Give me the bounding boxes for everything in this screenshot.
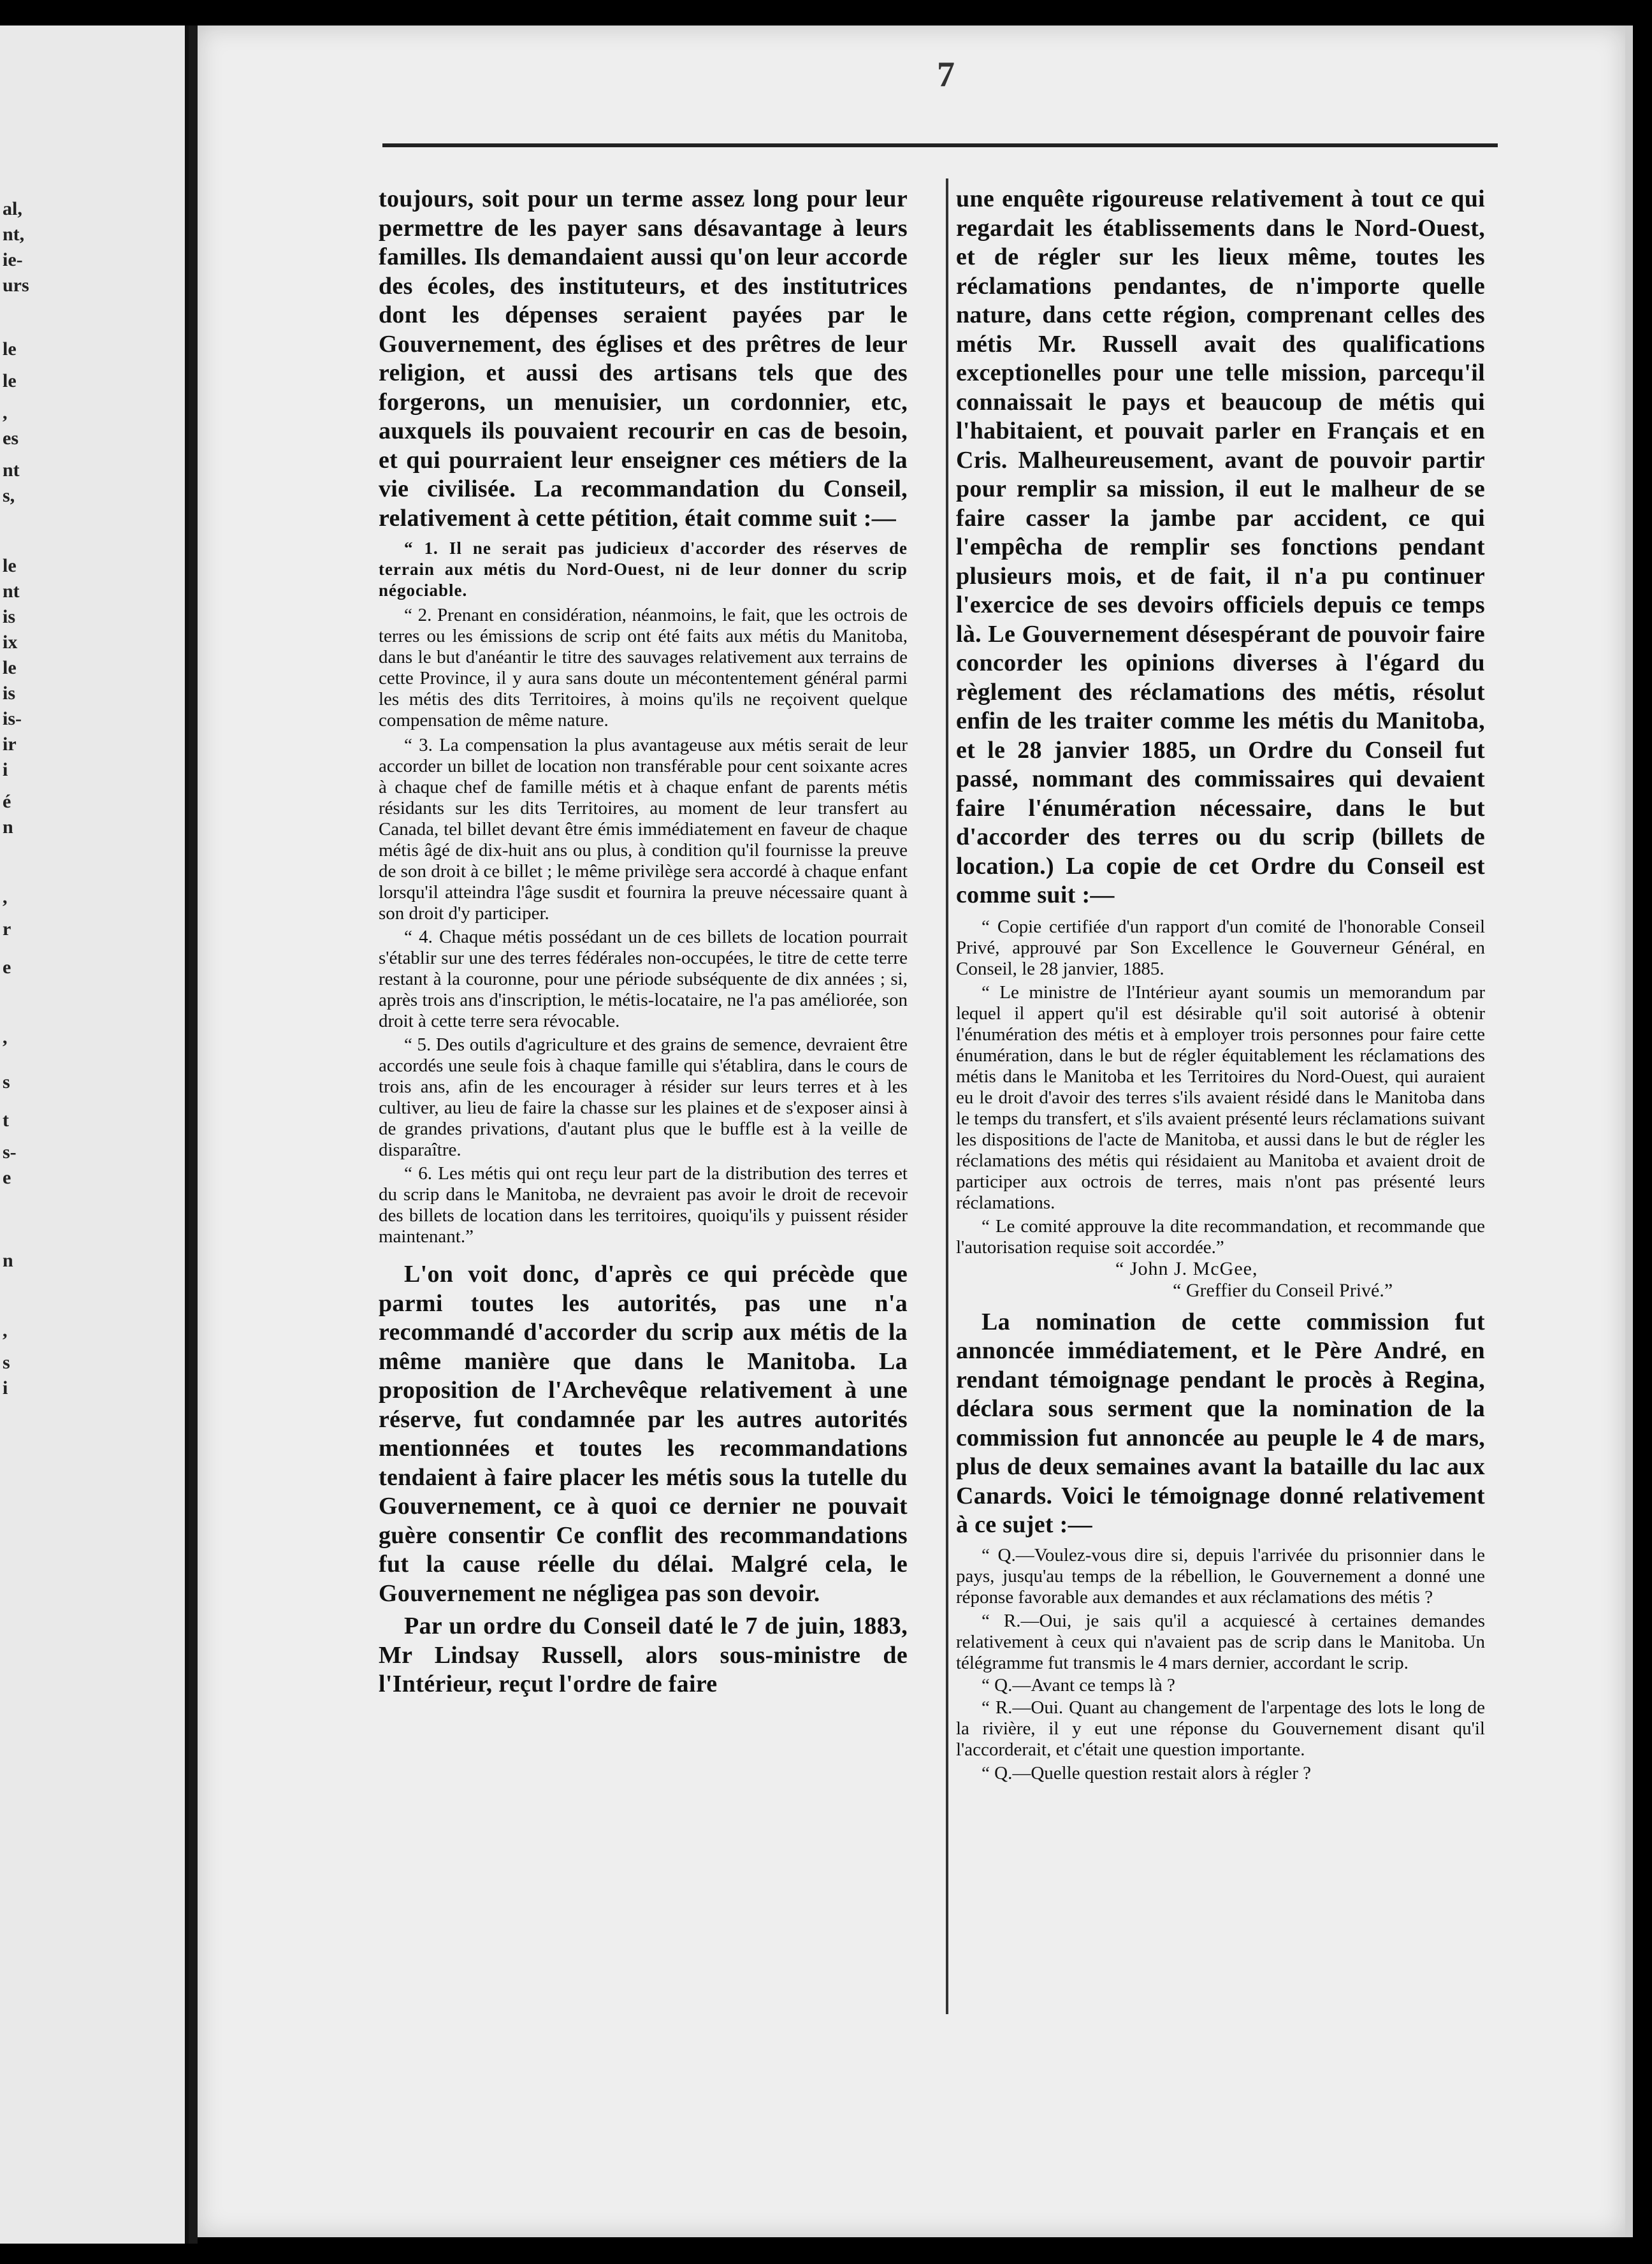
- recommendation-3: “ 3. La compensation la plus avantageuse aux métis serait de leur accorder un billet de location non transférable pour cent soixante acres à chaque chef de famille métis et à chaque enfant de parents métis résidants sur les dits Territoires, au moment de leur transfert au Canada, tel billet devant être émis immédiatement en faveur de chaque métis âgé de dix-huit ans ou plus, à condition qu'il fournisse la preuve de son droit à ce billet ; le même privilège sera accordé à chaque enfant lorsqu'il atteindra l'âge susdit et fournira la preuve nécessaire quant à son droit d'y participer.: [379, 735, 908, 924]
- adjacent-page-text: ,: [3, 402, 8, 423]
- adjacent-page-text: s,: [3, 485, 15, 506]
- adjacent-page-text: n: [3, 816, 13, 838]
- adjacent-page-text: is-: [3, 708, 22, 729]
- film-frame-top: [0, 0, 1652, 25]
- page-edge: [1625, 25, 1633, 2237]
- adjacent-page-text: le: [3, 555, 17, 576]
- adjacent-page-text: e: [3, 957, 11, 978]
- adjacent-page-text: i: [3, 759, 8, 780]
- testimony-r2: “ R.—Oui. Quant au changement de l'arpentage des lots le long de la rivière, il y eut une réponse du Gouvernement disant qu'il l'accorderait, et c'était une question importante.: [956, 1697, 1485, 1760]
- commission-paragraph: La nomination de cette commission fut annoncée immédiatement, et le Père André, en rendant témoignage pendant le procès à Regina, déclara sous serment que la nomination de la commission fut annoncée au peuple le 4 de mars, plus de deux semaines avant la bataille du lac aux Canards. Voici le témoignage donné relativement à ce sujet :—: [956, 1308, 1485, 1538]
- column-divider: [946, 178, 948, 2014]
- adjacent-page-text: é: [3, 791, 11, 812]
- adjacent-page-text: ie-: [3, 249, 23, 270]
- adjacent-page-text: t: [3, 1110, 9, 1131]
- signature-name: “ John J. McGee,: [1115, 1258, 1258, 1279]
- recommendation-2: “ 2. Prenant en considération, néanmoins, le fait, que les octrois de terres ou les émissions de scrip ont été faits aux métis du Manitoba, dans le but d'anéantir le titre des sauvages relativement aux terrains de cette Province, il y aura sans doute un mécontentement général parmi les métis des dits Territoires, à moins qu'ils ne reçoivent quelque compensation de même nature.: [379, 605, 908, 730]
- adjacent-page-text: is: [3, 683, 16, 704]
- adjacent-page-text: le: [3, 338, 17, 359]
- adjacent-page-text: al,: [3, 198, 22, 219]
- left-intro-paragraph: toujours, soit pour un terme assez long pour leur permettre de les payer sans désavantage à leurs familles. Ils demandaient aussi qu'on leur accorde des écoles, des instituteurs, et des institutrices dont les dépenses seraient payées par le Gouvernement, des églises et des prêtres de leur religion, et aussi des artisans tels que des forgerons, un menuisier, un cordonnier, etc, auxquels ils pouvaient recourir en cas de besoin, et qui pourraient leur enseigner ces métiers de la vie civilisée. La recommandation du Conseil, relativement à cette pétition, était comme suit :—: [379, 185, 908, 532]
- adjacent-page-text: le: [3, 370, 17, 391]
- order-approval: “ Le comité approuve la dite recommandation, et recommande que l'autorisation requise soit accordée.”: [956, 1215, 1485, 1258]
- adjacent-page-text: es: [3, 428, 18, 449]
- adjacent-page-text: n: [3, 1250, 13, 1271]
- testimony-q2: “ Q.—Avant ce temps là ?: [982, 1674, 1175, 1695]
- recommendation-6: “ 6. Les métis qui ont reçu leur part de la distribution des terres et du scrip dans le Manitoba, ne devraient pas avoir le droit de recevoir des billets de location dans les territoires, quoiqu'ils y puissent résider maintenant.”: [379, 1163, 908, 1247]
- adjacent-page-text: ir: [3, 734, 17, 755]
- adjacent-page-text: ,: [3, 1320, 8, 1341]
- adjacent-page-text: nt: [3, 581, 20, 602]
- signature-role: “ Greffier du Conseil Privé.”: [1173, 1279, 1393, 1301]
- testimony-r1: “ R.—Oui, je sais qu'il a acquiescé à certaines demandes relativement à ceux qui n'avaient pas de scrip dans le Manitoba. Un télégramme fut transmis le 4 mars dernier, accordant le scrip.: [956, 1610, 1485, 1673]
- left-conclusion-paragraph: L'on voit donc, d'après ce qui précède que parmi toutes les autorités, pas une n'a recommandé d'accorder du scrip aux métis de la même manière que dans le Manitoba. La proposition de l'Archevêque relativement à une réserve, fut condamnée par les autres autorités mentionnées et toutes les recommandations tendaient à faire placer les métis sous la tutelle du Gouvernement, ce à quoi ce dernier ne pouvait guère consentir Ce conflit des recommandations fut la cause réelle du délai. Malgré cela, le Gouvernement ne négligea pas son devoir.: [379, 1261, 908, 1607]
- adjacent-page-text: ix: [3, 632, 18, 653]
- adjacent-page-fragment: [0, 25, 189, 2244]
- adjacent-page-text: i: [3, 1377, 8, 1398]
- left-order-paragraph: Par un ordre du Conseil daté le 7 de juin, 1883, Mr Lindsay Russell, alors sous-ministre de l'Intérieur, reçut l'ordre de faire: [379, 1613, 908, 1697]
- testimony-q3: “ Q.—Quelle question restait alors à régler ?: [982, 1762, 1311, 1783]
- right-inquiry-paragraph: une enquête rigoureuse relativement à tout ce qui regardait les établissements dans le Nord-Ouest, et de régler sur les lieux même, toutes les réclamations pendantes, de n'importe quelle nature, dans cette région, comprenant celles des métis Mr. Russell avait des qualifications exceptionelles pour une telle mission, parcequ'il connaissait le pays et beaucoup de métis qui l'habitaient, et pouvait parler en Français et en Cris. Malheureusement, avant de pouvoir partir pour remplir sa mission, il eut le malheur de se faire casser la jambe par accident, ce qui l'empêcha de remplir ses fonctions pendant plusieurs mois, et de fait, il n'a pu continuer l'exercice de ses devoirs officiels depuis ce temps là. Le Gouvernement désespérant de pouvoir faire concorder les opinions diverses à l'égard du règlement des réclamations des métis, résolut enfin de les traiter comme les métis du Manitoba, et le 28 janvier 1885, un Ordre du Conseil fut passé, nommant des commissaires qui devaient faire l'énumération nécessaire, dans le but d'accorder des terres ou du scrip (billets de location.) La copie de cet Ordre du Conseil est comme suit :—: [956, 185, 1485, 908]
- testimony-q1: “ Q.—Voulez-vous dire si, depuis l'arrivée du prisonnier dans le pays, jusqu'au temps de la rébellion, le Gouvernement a donné une réponse favorable aux demandes et aux réclamations des métis ?: [956, 1544, 1485, 1607]
- adjacent-page-text: urs: [3, 275, 29, 296]
- header-rule: [382, 143, 1498, 147]
- left-column: [379, 185, 908, 1699]
- recommendation-4: “ 4. Chaque métis possédant un de ces billets de location pourrait s'établir sur une des terres fédérales non-occupées, le titre de cette terre restant à la couronne, pour une période subséquente de dix années ; si, après trois ans d'inscription, le métis-locataire, ne l'a pas améliorée, son droit à cette terre sera révocable.: [379, 927, 908, 1031]
- adjacent-page-text: is: [3, 606, 16, 627]
- right-column: [956, 185, 1485, 1784]
- adjacent-page-text: nt,: [3, 224, 25, 245]
- order-memorandum: “ Le ministre de l'Intérieur ayant soumis un memorandum par lequel il appert qu'il est désirable qu'il soit autorisé à obtenir l'énumération des métis et à employer trois personnes pour faire cette énumération, dans le but de régler équitablement les réclamations des métis dans le Manitoba et les Territoires du Nord-Ouest, qui auraient eu le droit d'avoir des terres s'ils avaient résidé dans le Manitoba dans le temps du transfert, et s'ils avaient présenté leurs réclamations suivant les dispositions de l'acte de Manitoba, et aussi dans le but de régler les réclamations des métis qui résidaient au Manitoba et avaient droit de participer aux octrois de terres, mais n'ont pas présenté leurs réclamations.: [956, 982, 1485, 1213]
- page-gutter: [189, 25, 198, 2244]
- adjacent-page-text: ,: [3, 887, 8, 908]
- adjacent-page-text: ,: [3, 1027, 8, 1048]
- adjacent-page-text: s-: [3, 1142, 17, 1163]
- order-copy-header: “ Copie certifiée d'un rapport d'un comité de l'honorable Conseil Privé, approuvé par Son Excellence le Gouverneur Général, en Conseil, le 28 janvier, 1885.: [956, 916, 1485, 979]
- adjacent-page-text: nt: [3, 460, 20, 481]
- recommendation-1: “ 1. Il ne serait pas judicieux d'accorder des réserves de terrain aux métis du Nord-Ouest, ni de leur donner du scrip négociable.: [379, 539, 908, 600]
- adjacent-page-text: le: [3, 657, 17, 678]
- adjacent-page-text: s: [3, 1071, 10, 1092]
- adjacent-page-text: e: [3, 1167, 11, 1188]
- adjacent-page-text: r: [3, 918, 11, 940]
- adjacent-page-text: s: [3, 1352, 10, 1373]
- recommendation-5: “ 5. Des outils d'agriculture et des grains de semence, devraient être accordés une seule fois à chaque famille qui s'établira, dans le cours de trois ans, afin de les encourager à résider sur leurs terres et à les cultiver, au lieu de faire la chasse sur les plaines et de s'exposer ainsi à de grandes privations, d'autant plus que le buffle est à la veille de disparaître.: [379, 1034, 908, 1160]
- page-number: 7: [937, 55, 955, 94]
